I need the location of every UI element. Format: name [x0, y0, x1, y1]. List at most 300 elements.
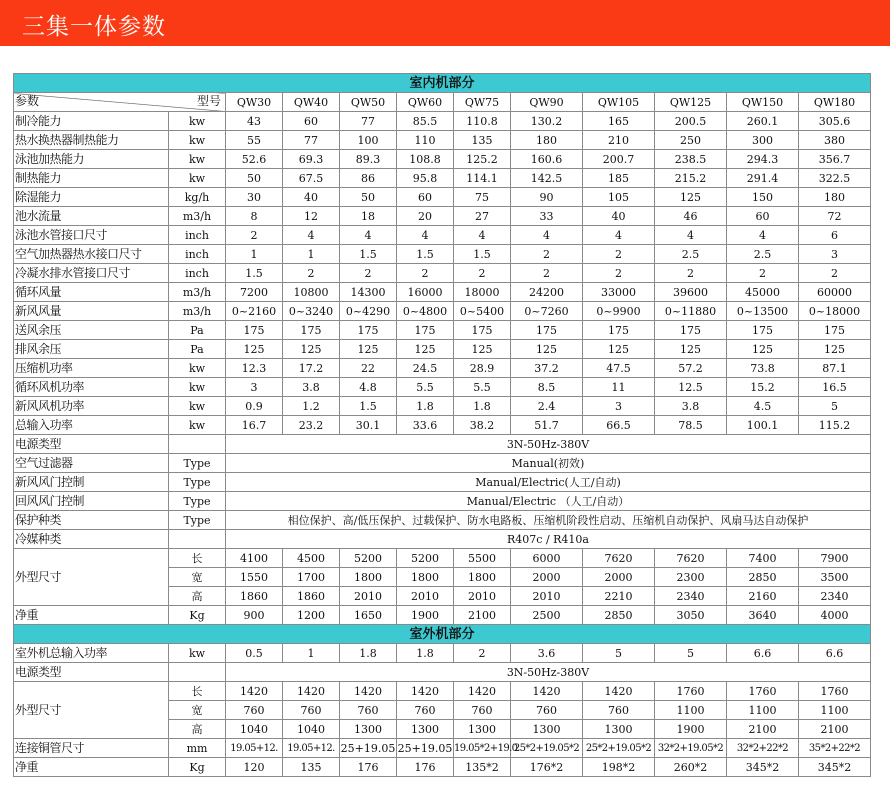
row-unit: kw [169, 169, 226, 188]
table-cell: 45000 [727, 283, 799, 302]
table-cell: 260*2 [655, 758, 727, 777]
table-cell: 175 [226, 321, 283, 340]
table-row [14, 473, 871, 492]
row-label: 泳池加热能力 [14, 150, 169, 169]
table-cell: 180 [511, 131, 583, 150]
table-cell: 125.2 [454, 150, 511, 169]
table-cell: 1.5 [226, 264, 283, 283]
table-cell: 20 [397, 207, 454, 226]
table-cell: 175 [727, 321, 799, 340]
row-label: 连接铜管尺寸 [14, 739, 169, 758]
table-cell: 2 [799, 264, 871, 283]
table-cell: 215.2 [655, 169, 727, 188]
table-cell: 125 [397, 340, 454, 359]
table-cell: 1300 [340, 720, 397, 739]
row-unit [169, 663, 226, 682]
table-cell: 39600 [655, 283, 727, 302]
table-cell: 165 [583, 112, 655, 131]
table-cell: 8.5 [511, 378, 583, 397]
table-cell: 85.5 [397, 112, 454, 131]
table-cell: 3.8 [655, 397, 727, 416]
table-row [14, 644, 871, 663]
table-cell: 46 [655, 207, 727, 226]
table-cell: 3500 [799, 568, 871, 587]
merged-value: Manual(初效) [226, 454, 871, 473]
table-cell: 11 [583, 378, 655, 397]
table-row [14, 112, 871, 131]
table-row [14, 150, 871, 169]
row-unit: 高 [169, 587, 226, 606]
row-label: 泳池水管接口尺寸 [14, 226, 169, 245]
row-unit: inch [169, 264, 226, 283]
table-cell: 4 [727, 226, 799, 245]
table-cell: 760 [226, 701, 283, 720]
table-row [14, 321, 871, 340]
table-cell: 114.1 [454, 169, 511, 188]
table-cell: 35*2+22*2 [799, 739, 871, 758]
table-cell: 24200 [511, 283, 583, 302]
table-cell: 32*2+22*2 [727, 739, 799, 758]
row-label: 室外机总输入功率 [14, 644, 169, 663]
table-cell: 760 [583, 701, 655, 720]
table-cell: 1.5 [340, 245, 397, 264]
table-cell: 33000 [583, 283, 655, 302]
table-cell: 1.5 [397, 245, 454, 264]
table-cell: 2 [583, 245, 655, 264]
row-unit: Kg [169, 758, 226, 777]
table-cell: 1420 [340, 682, 397, 701]
table-cell: 1.8 [397, 644, 454, 663]
table-cell: 2100 [454, 606, 511, 625]
table-cell: 69.3 [283, 150, 340, 169]
table-row [14, 245, 871, 264]
table-cell: 2100 [799, 720, 871, 739]
table-cell: 57.2 [655, 359, 727, 378]
table-cell: 305.6 [799, 112, 871, 131]
table-cell: 1420 [226, 682, 283, 701]
table-cell: 120 [226, 758, 283, 777]
table-cell: 1.8 [397, 397, 454, 416]
table-cell: 1.5 [454, 245, 511, 264]
row-unit: Type [169, 473, 226, 492]
table-cell: 87.1 [799, 359, 871, 378]
table-cell: 55 [226, 131, 283, 150]
table-cell: 380 [799, 131, 871, 150]
section-header-indoor [14, 74, 871, 93]
table-cell: 32*2+19.05*2 [655, 739, 727, 758]
row-label: 电源类型 [14, 435, 169, 454]
table-cell: 125 [799, 340, 871, 359]
table-cell: 2 [655, 264, 727, 283]
model-header: QW90 [511, 93, 583, 112]
table-cell: 12.3 [226, 359, 283, 378]
row-unit: inch [169, 226, 226, 245]
table-cell: 25+19.05 [397, 739, 454, 758]
table-cell: 37.2 [511, 359, 583, 378]
table-cell: 40 [283, 188, 340, 207]
table-cell: 110.8 [454, 112, 511, 131]
row-label: 除湿能力 [14, 188, 169, 207]
table-cell: 180 [799, 188, 871, 207]
table-cell: 3.8 [283, 378, 340, 397]
table-row [14, 435, 871, 454]
table-cell: 135 [454, 131, 511, 150]
table-cell: 27 [454, 207, 511, 226]
table-cell: 2500 [511, 606, 583, 625]
table-row [14, 682, 871, 701]
table-cell: 0~5400 [454, 302, 511, 321]
table-cell: 2 [226, 226, 283, 245]
table-cell: 5200 [397, 549, 454, 568]
table-cell: 89.3 [340, 150, 397, 169]
table-cell: 760 [340, 701, 397, 720]
table-cell: 12 [283, 207, 340, 226]
row-label: 空气过滤器 [14, 454, 169, 473]
row-unit: 宽 [169, 701, 226, 720]
table-cell: 95.8 [397, 169, 454, 188]
model-header: QW60 [397, 93, 454, 112]
table-cell: 100 [340, 131, 397, 150]
table-cell: 760 [283, 701, 340, 720]
table-cell: 33 [511, 207, 583, 226]
model-header: QW75 [454, 93, 511, 112]
row-label: 冷凝水排水管接口尺寸 [14, 264, 169, 283]
table-row [14, 663, 871, 682]
table-cell: 28.9 [454, 359, 511, 378]
table-row [14, 530, 871, 549]
row-label: 新风风量 [14, 302, 169, 321]
table-cell: 72 [799, 207, 871, 226]
table-cell: 4 [340, 226, 397, 245]
table-cell: 14300 [340, 283, 397, 302]
table-cell: 125 [655, 188, 727, 207]
table-cell: 125 [655, 340, 727, 359]
row-label: 电源类型 [14, 663, 169, 682]
table-cell: 1.5 [340, 397, 397, 416]
table-row [14, 397, 871, 416]
table-cell: 50 [340, 188, 397, 207]
table-cell: 4000 [799, 606, 871, 625]
table-cell: 2000 [511, 568, 583, 587]
table-cell: 142.5 [511, 169, 583, 188]
table-cell: 1040 [226, 720, 283, 739]
table-cell: 900 [226, 606, 283, 625]
table-row [14, 454, 871, 473]
table-cell: 90 [511, 188, 583, 207]
row-unit: kw [169, 150, 226, 169]
merged-value: R407c / R410a [226, 530, 871, 549]
table-row [14, 283, 871, 302]
table-cell: 1.8 [340, 644, 397, 663]
row-label: 净重 [14, 758, 169, 777]
table-cell: 135 [283, 758, 340, 777]
table-cell: 7400 [727, 549, 799, 568]
table-cell: 18000 [454, 283, 511, 302]
table-row [14, 492, 871, 511]
table-cell: 0.5 [226, 644, 283, 663]
table-cell: 2160 [727, 587, 799, 606]
model-header: QW150 [727, 93, 799, 112]
table-cell: 66.5 [583, 416, 655, 435]
table-cell: 1550 [226, 568, 283, 587]
table-cell: 4 [454, 226, 511, 245]
table-cell: 5500 [454, 549, 511, 568]
table-cell: 1860 [283, 587, 340, 606]
table-cell: 175 [799, 321, 871, 340]
table-cell: 1040 [283, 720, 340, 739]
table-cell: 77 [340, 112, 397, 131]
table-cell: 2850 [727, 568, 799, 587]
table-cell: 175 [454, 321, 511, 340]
table-cell: 3.6 [511, 644, 583, 663]
table-cell: 1760 [727, 682, 799, 701]
table-cell: 345*2 [727, 758, 799, 777]
row-label: 排风余压 [14, 340, 169, 359]
row-label: 热水换热器制热能力 [14, 131, 169, 150]
param-model-header [14, 93, 226, 112]
table-cell: 2850 [583, 606, 655, 625]
spec-table-container [13, 73, 870, 808]
table-cell: 185 [583, 169, 655, 188]
row-unit: 宽 [169, 568, 226, 587]
table-row [14, 606, 871, 625]
table-cell: 4500 [283, 549, 340, 568]
table-cell: 52.6 [226, 150, 283, 169]
table-cell: 5200 [340, 549, 397, 568]
table-cell: 2 [727, 264, 799, 283]
table-cell: 0~13500 [727, 302, 799, 321]
table-cell: 2 [340, 264, 397, 283]
table-cell: 135*2 [454, 758, 511, 777]
row-unit: 长 [169, 549, 226, 568]
table-cell: 300 [727, 131, 799, 150]
table-cell: 4 [655, 226, 727, 245]
merged-value: 3N-50Hz-380V [226, 663, 871, 682]
table-cell: 1800 [454, 568, 511, 587]
table-cell: 67.5 [283, 169, 340, 188]
table-cell: 3050 [655, 606, 727, 625]
table-cell: 2010 [340, 587, 397, 606]
table-cell: 1760 [799, 682, 871, 701]
row-label: 冷媒种类 [14, 530, 169, 549]
table-cell: 0.9 [226, 397, 283, 416]
table-cell: 1300 [511, 720, 583, 739]
table-cell: 322.5 [799, 169, 871, 188]
table-cell: 2.5 [727, 245, 799, 264]
table-cell: 10800 [283, 283, 340, 302]
table-cell: 0~4290 [340, 302, 397, 321]
row-label: 总输入功率 [14, 416, 169, 435]
row-unit: kw [169, 644, 226, 663]
table-cell: 16000 [397, 283, 454, 302]
page-title: 三集一体参数 [22, 14, 166, 40]
table-cell: 2300 [655, 568, 727, 587]
table-cell: 108.8 [397, 150, 454, 169]
table-cell: 130.2 [511, 112, 583, 131]
table-cell: 3 [583, 397, 655, 416]
table-cell: 176*2 [511, 758, 583, 777]
table-cell: 1100 [727, 701, 799, 720]
table-cell: 125 [283, 340, 340, 359]
table-cell: 6000 [511, 549, 583, 568]
table-cell: 16.7 [226, 416, 283, 435]
table-cell: 0~11880 [655, 302, 727, 321]
row-unit: kw [169, 416, 226, 435]
row-label: 制冷能力 [14, 112, 169, 131]
table-cell: 12.5 [655, 378, 727, 397]
table-cell: 19.05*2+19.0 [454, 739, 511, 758]
table-cell: 30.1 [340, 416, 397, 435]
row-label: 循环风量 [14, 283, 169, 302]
table-cell: 25+19.05 [340, 739, 397, 758]
table-row [14, 739, 871, 758]
row-label: 回风风门控制 [14, 492, 169, 511]
row-unit: Type [169, 492, 226, 511]
table-cell: 77 [283, 131, 340, 150]
table-cell: 60 [283, 112, 340, 131]
table-cell: 1760 [655, 682, 727, 701]
table-cell: 19.05+12. [283, 739, 340, 758]
table-cell: 125 [454, 340, 511, 359]
table-cell: 0~2160 [226, 302, 283, 321]
table-cell: 175 [283, 321, 340, 340]
model-label: 型号 [196, 94, 221, 108]
table-cell: 2000 [583, 568, 655, 587]
table-cell: 7900 [799, 549, 871, 568]
table-cell: 1860 [226, 587, 283, 606]
table-cell: 1800 [397, 568, 454, 587]
table-cell: 2010 [511, 587, 583, 606]
row-unit: kw [169, 112, 226, 131]
table-cell: 60 [727, 207, 799, 226]
table-cell: 200.7 [583, 150, 655, 169]
table-cell: 175 [340, 321, 397, 340]
table-cell: 23.2 [283, 416, 340, 435]
row-unit: 高 [169, 720, 226, 739]
merged-value: Manual/Electric(人工/自动) [226, 473, 871, 492]
row-label: 外型尺寸 [14, 549, 169, 606]
table-cell: 250 [655, 131, 727, 150]
table-cell: 1900 [655, 720, 727, 739]
table-cell: 1420 [511, 682, 583, 701]
table-cell: 50 [226, 169, 283, 188]
table-cell: 1800 [340, 568, 397, 587]
table-cell: 1100 [799, 701, 871, 720]
table-cell: 4.5 [727, 397, 799, 416]
param-label: 参数 [15, 94, 40, 108]
table-cell: 5 [655, 644, 727, 663]
row-unit: kw [169, 131, 226, 150]
row-unit: mm [169, 739, 226, 758]
table-cell: 294.3 [727, 150, 799, 169]
table-cell: 7620 [655, 549, 727, 568]
row-label: 压缩机功率 [14, 359, 169, 378]
table-cell: 1420 [397, 682, 454, 701]
table-row [14, 188, 871, 207]
table-cell: 1700 [283, 568, 340, 587]
model-header: QW105 [583, 93, 655, 112]
table-cell: 291.4 [727, 169, 799, 188]
table-cell: 51.7 [511, 416, 583, 435]
table-cell: 175 [511, 321, 583, 340]
table-cell: 200.5 [655, 112, 727, 131]
section-header-outdoor [14, 625, 871, 644]
row-unit: Pa [169, 321, 226, 340]
table-cell: 1 [226, 245, 283, 264]
table-row [14, 359, 871, 378]
table-cell: 6.6 [727, 644, 799, 663]
row-unit: kw [169, 378, 226, 397]
merged-value: 3N-50Hz-380V [226, 435, 871, 454]
table-cell: 176 [397, 758, 454, 777]
table-cell: 5 [583, 644, 655, 663]
row-label: 制热能力 [14, 169, 169, 188]
merged-value: Manual/Electric （人工/自动） [226, 492, 871, 511]
table-cell: 7200 [226, 283, 283, 302]
row-unit: 长 [169, 682, 226, 701]
table-cell: 47.5 [583, 359, 655, 378]
table-cell: 760 [397, 701, 454, 720]
table-cell: 2 [583, 264, 655, 283]
table-cell: 198*2 [583, 758, 655, 777]
table-cell: 2100 [727, 720, 799, 739]
row-label: 循环风机功率 [14, 378, 169, 397]
table-cell: 210 [583, 131, 655, 150]
table-cell: 176 [340, 758, 397, 777]
table-cell: 25*2+19.05*2 [583, 739, 655, 758]
table-cell: 356.7 [799, 150, 871, 169]
table-cell: 150 [727, 188, 799, 207]
table-cell: 2.5 [655, 245, 727, 264]
table-cell: 100.1 [727, 416, 799, 435]
table-cell: 2010 [397, 587, 454, 606]
table-cell: 2 [397, 264, 454, 283]
table-cell: 125 [340, 340, 397, 359]
table-cell: 2340 [799, 587, 871, 606]
table-cell: 115.2 [799, 416, 871, 435]
table-cell: 3 [226, 378, 283, 397]
table-cell: 0~9900 [583, 302, 655, 321]
table-row [14, 758, 871, 777]
row-label: 保护种类 [14, 511, 169, 530]
row-unit: Type [169, 511, 226, 530]
table-cell: 4 [283, 226, 340, 245]
row-unit: m3/h [169, 302, 226, 321]
table-row [14, 226, 871, 245]
row-unit: Pa [169, 340, 226, 359]
table-cell: 2 [454, 644, 511, 663]
table-cell: 110 [397, 131, 454, 150]
table-cell: 5.5 [454, 378, 511, 397]
table-cell: 1200 [283, 606, 340, 625]
table-row [14, 207, 871, 226]
table-cell: 7620 [583, 549, 655, 568]
table-cell: 3 [799, 245, 871, 264]
row-unit: Type [169, 454, 226, 473]
table-cell: 160.6 [511, 150, 583, 169]
row-unit: Kg [169, 606, 226, 625]
table-cell: 24.5 [397, 359, 454, 378]
table-cell: 15.2 [727, 378, 799, 397]
table-cell: 40 [583, 207, 655, 226]
table-row [14, 169, 871, 188]
table-cell: 0~7260 [511, 302, 583, 321]
table-cell: 3640 [727, 606, 799, 625]
table-row [14, 511, 871, 530]
table-cell: 125 [727, 340, 799, 359]
merged-value: 相位保护、高/低压保护、过载保护、防水电路板、压缩机阶段性启动、压缩机自动保护、风扇马达自动保护 [226, 511, 871, 530]
table-cell: 1 [283, 644, 340, 663]
